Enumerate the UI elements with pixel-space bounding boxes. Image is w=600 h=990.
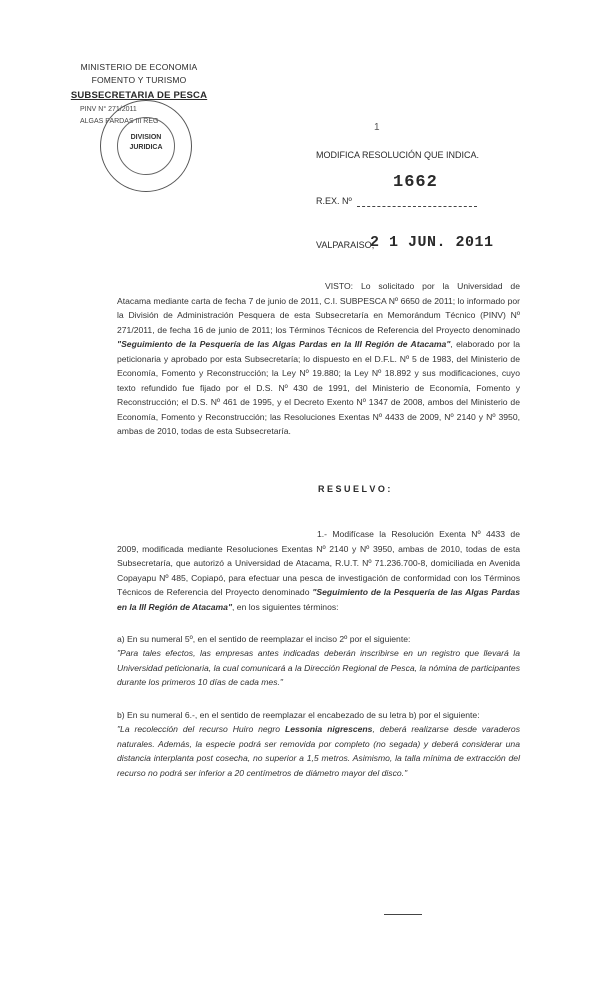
item1-body: 2009, modificada mediante Resoluciones Exentas Nº 2140 y Nº 3950, ambas de 2010, todas de esta Subsecretaría, que autorizó a Universidad de Atacama, R.U.T. Nº 71.236.700-8, domiciliada en Avenida Copayapu Nº 485, Copiapó, para efectuar una pesca de investigación de conformidad con los Términos Técnicos de Referencia del Proyecto denominado	[117, 543, 520, 597]
division-juridica-stamp	[100, 100, 192, 192]
visto-lead: VISTO:	[325, 281, 354, 291]
resolution-number-line	[357, 205, 477, 207]
document-title: MODIFICA RESOLUCIÓN QUE INDICA.	[316, 150, 480, 160]
ministry-name: MINISTERIO DE ECONOMIA	[80, 62, 198, 72]
ministry-subtitle: FOMENTO Y TURISMO	[91, 75, 187, 85]
visto-text-2: , elaborado por la peticionaria y aprobado por esta Subsecretaría; lo dispuesto en el D.F.L. Nº 5 de 1983, del Ministerio de Economía, Fomento y Reconstrucción; la Ley Nº 19.880; la Ley Nº 18.892 y sus modificaciones, cuyo texto refundido fue fijado por el D.S. Nº 430 de 1991, del Ministerio de Economía, Fomento y Reconstrucción; el D.S. Nº 461 de 1995, y el Decreto Exento Nº 1347 de 2008, ambos del Ministerio de Economía, Fomento y Reconstrucción; las Resoluciones Exentas Nº 4433 de 2009, Nº 2140 y Nº 3950, ambas de 2010, todas de esta Subsecretaría.	[117, 339, 520, 436]
page-mark: 1	[374, 122, 380, 133]
section-b-quote	[117, 722, 520, 780]
b-quote-part-2: , deberá realizarse desde varaderos naturales. Además, la especie podrá ser removida por completo (no segada) y deberá considerar una distancia interplanta post cosecha, no superior a 1,5 metros. Asimismo, la talla mínima de extracción del recurso no podrá ser inferior a 20 centímetros de diámetro mayor del disco."	[117, 724, 520, 778]
item1-tail: , en los siguientes términos:	[232, 601, 339, 612]
item1-project-name: "Seguimiento de la Pesquería de las Algas Pardas en la III Región de Atacama"	[117, 587, 520, 612]
visto-project-name: "Seguimiento de la Pesquería de las Algas Pardas en la III Región de Atacama"	[117, 339, 451, 349]
section-a-intro: a) En su numeral 5º, en el sentido de reemplazar el inciso 2º por el siguiente:	[117, 634, 411, 644]
item1-lead: 1.- Modifícase la Resolución Exenta Nº 4433 de	[317, 529, 520, 539]
visto-text-1: Lo solicitado por la Universidad de Atacama mediante carta de fecha 7 de junio de 2011, C.I. SUBPESCA Nº 6650 de 2011; lo informado por la División de Administración Pesquera de esta Subsecretaría en Memorándum Técnico (PINV) Nº 271/2011, de fecha 16 de junio de 2011; los Términos Técnicos de Referencia del Proyecto denominado	[117, 281, 520, 335]
bottom-rule	[384, 914, 422, 915]
file-reference: ALGAS PARDAS III REG	[80, 118, 159, 125]
document-date: 2 1 JUN. 2011	[370, 234, 494, 251]
pinv-reference: PINV N° 271/2011	[80, 106, 137, 113]
resolution-number: 1662	[393, 173, 438, 192]
subsecretaria-name: SUBSECRETARIA DE PESCA	[70, 90, 208, 101]
resuelvo-heading: R E S U E L V O :	[318, 484, 391, 494]
resolution-label: R.EX. Nº	[316, 196, 352, 206]
stamp-text-division: DIVISION	[130, 134, 162, 141]
section-a-quote: "Para tales efectos, las empresas antes indicadas deberán inscribirse en un registro que llevará la Universidad peticionaria, la cual comunicará a la Dirección Regional de Pesca, la nómina de participantes durante los primeros 10 días de cada mes."	[117, 648, 520, 687]
place-label: VALPARAISO,	[316, 240, 375, 250]
b-quote-part-1: "La recolección del recurso Huiro negro	[117, 724, 281, 734]
resuelvo-item-1	[117, 527, 520, 614]
visto-paragraph	[117, 279, 520, 439]
stamp-text-juridica: JURIDICA	[129, 144, 163, 151]
b-species-name: Lessonia nigrescens	[284, 724, 373, 734]
section-b-intro: b) En su numeral 6.-, en el sentido de reemplazar el encabezado de su letra b) por el siguiente:	[117, 710, 480, 720]
